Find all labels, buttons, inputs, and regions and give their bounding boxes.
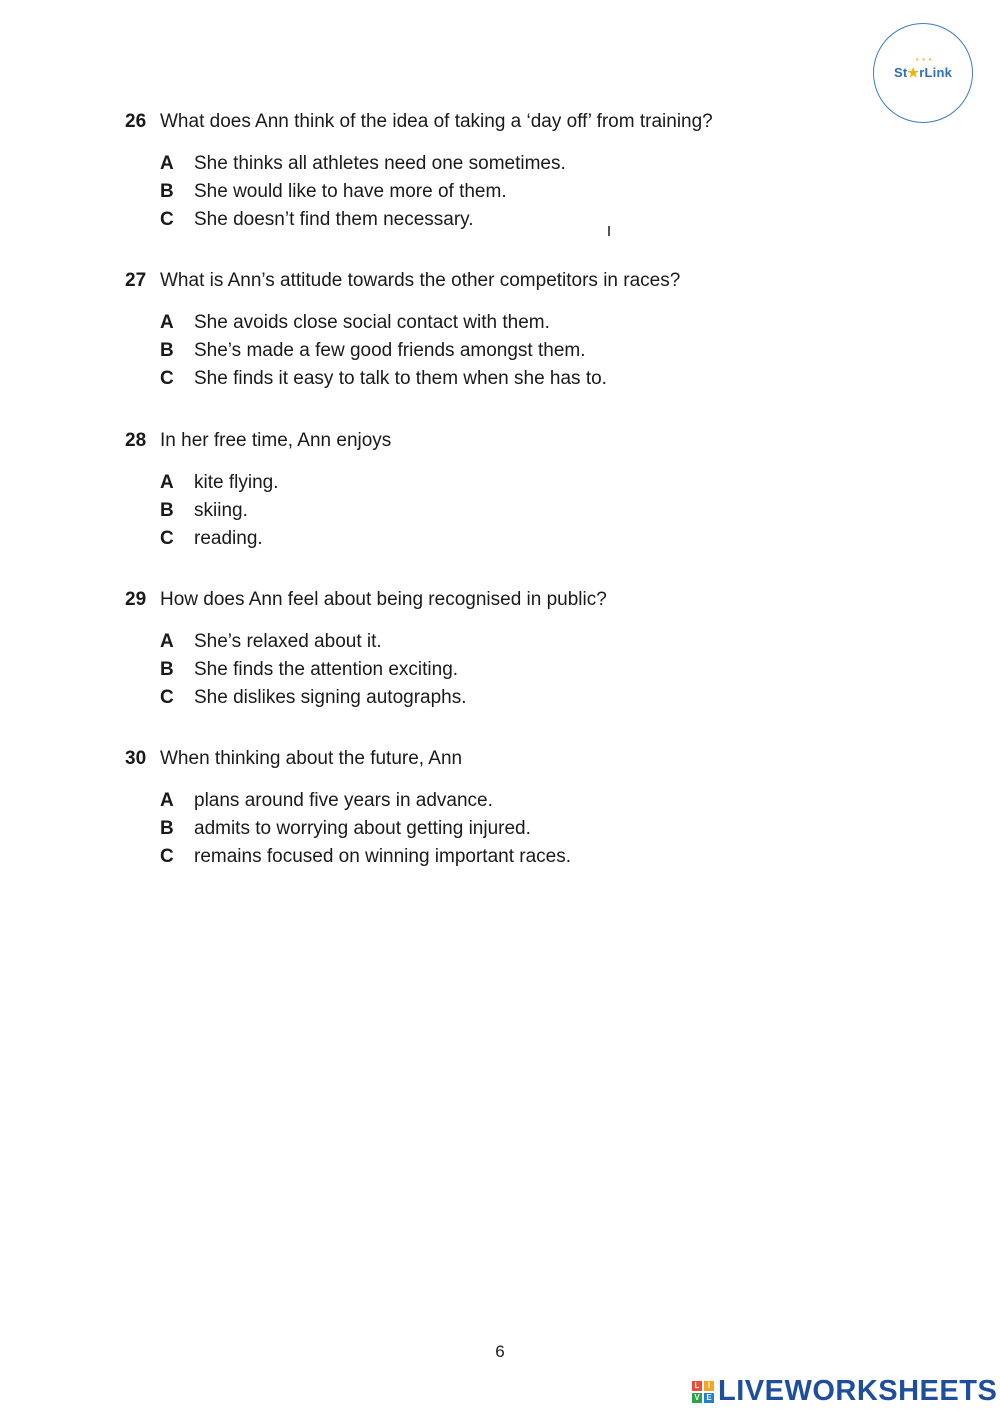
lw-square-l: L <box>692 1381 702 1391</box>
lw-square-v: V <box>692 1393 702 1403</box>
starlink-logo <box>873 23 973 123</box>
option-a[interactable] <box>160 628 885 656</box>
option-text: She finds the attention exciting. <box>194 659 459 680</box>
option-a[interactable] <box>160 787 885 815</box>
starlink-logo-text <box>893 57 953 81</box>
logo-text-part2: rLink <box>919 65 953 80</box>
option-letter: C <box>160 687 174 708</box>
option-letter: B <box>160 181 174 202</box>
option-text: remains focused on winning important races. <box>194 846 572 867</box>
option-letter: B <box>160 500 174 521</box>
option-letter: C <box>160 846 174 867</box>
option-letter: A <box>160 631 174 652</box>
option-text: admits to worrying about getting injured. <box>194 818 531 839</box>
option-text: kite flying. <box>194 472 279 493</box>
option-letter: B <box>160 818 174 839</box>
liveworksheets-squares-icon <box>692 1381 714 1403</box>
question-text: What is Ann’s attitude towards the other competitors in races? <box>160 270 681 291</box>
option-text: skiing. <box>194 500 248 521</box>
option-c[interactable] <box>160 843 885 871</box>
option-text: plans around five years in advance. <box>194 790 493 811</box>
question-number: 26 <box>125 111 147 132</box>
option-b[interactable] <box>160 337 885 365</box>
option-text: She would like to have more of them. <box>194 181 507 202</box>
question-30 <box>125 747 885 871</box>
option-text: She avoids close social contact with them. <box>194 312 550 333</box>
option-c[interactable] <box>160 206 885 234</box>
option-text: reading. <box>194 528 263 549</box>
option-b[interactable] <box>160 815 885 843</box>
option-letter: A <box>160 153 174 174</box>
liveworksheets-wordmark: LIVEWORKSHEETS <box>718 1375 998 1407</box>
option-b[interactable] <box>160 656 885 684</box>
option-b[interactable] <box>160 178 885 206</box>
option-b[interactable] <box>160 497 885 525</box>
question-number: 28 <box>125 430 147 451</box>
logo-text-part1: St <box>893 65 908 80</box>
option-letter: A <box>160 312 174 333</box>
option-letter: B <box>160 340 174 361</box>
option-letter: C <box>160 528 174 549</box>
question-number: 30 <box>125 748 147 769</box>
question-text: When thinking about the future, Ann <box>160 748 463 769</box>
question-text: How does Ann feel about being recognised in public? <box>160 589 607 610</box>
option-a[interactable] <box>160 469 885 497</box>
lw-square-i: I <box>704 1381 714 1391</box>
option-letter: C <box>160 368 174 389</box>
page-number: 6 <box>495 1342 505 1361</box>
option-letter: C <box>160 209 174 230</box>
question-text: In her free time, Ann enjoys <box>160 430 392 451</box>
option-letter: A <box>160 472 174 493</box>
question-number: 27 <box>125 270 147 291</box>
option-c[interactable] <box>160 525 885 553</box>
option-c[interactable] <box>160 365 885 393</box>
option-c[interactable] <box>160 684 885 712</box>
option-letter: A <box>160 790 174 811</box>
option-text: She dislikes signing autographs. <box>194 687 467 708</box>
question-26 <box>125 110 885 234</box>
question-27 <box>125 269 885 393</box>
question-number: 29 <box>125 589 147 610</box>
question-28 <box>125 429 885 553</box>
question-text: What does Ann think of the idea of taking a ‘day off’ from training? <box>160 111 713 132</box>
option-text: She doesn’t find them necessary. <box>194 209 474 230</box>
option-a[interactable] <box>160 309 885 337</box>
star-icon: ★ <box>907 65 920 80</box>
option-a[interactable] <box>160 150 885 178</box>
logo-stars-decoration: • • • <box>915 57 933 64</box>
option-text: She’s made a few good friends amongst them. <box>194 340 586 361</box>
option-text: She thinks all athletes need one sometimes. <box>194 153 566 174</box>
option-text: She finds it easy to talk to them when she has to. <box>194 368 607 389</box>
question-29 <box>125 588 885 712</box>
lw-square-e: E <box>704 1393 714 1403</box>
scan-mark <box>608 226 610 236</box>
option-letter: B <box>160 659 174 680</box>
liveworksheets-logo <box>692 1375 997 1408</box>
option-text: She’s relaxed about it. <box>194 631 382 652</box>
